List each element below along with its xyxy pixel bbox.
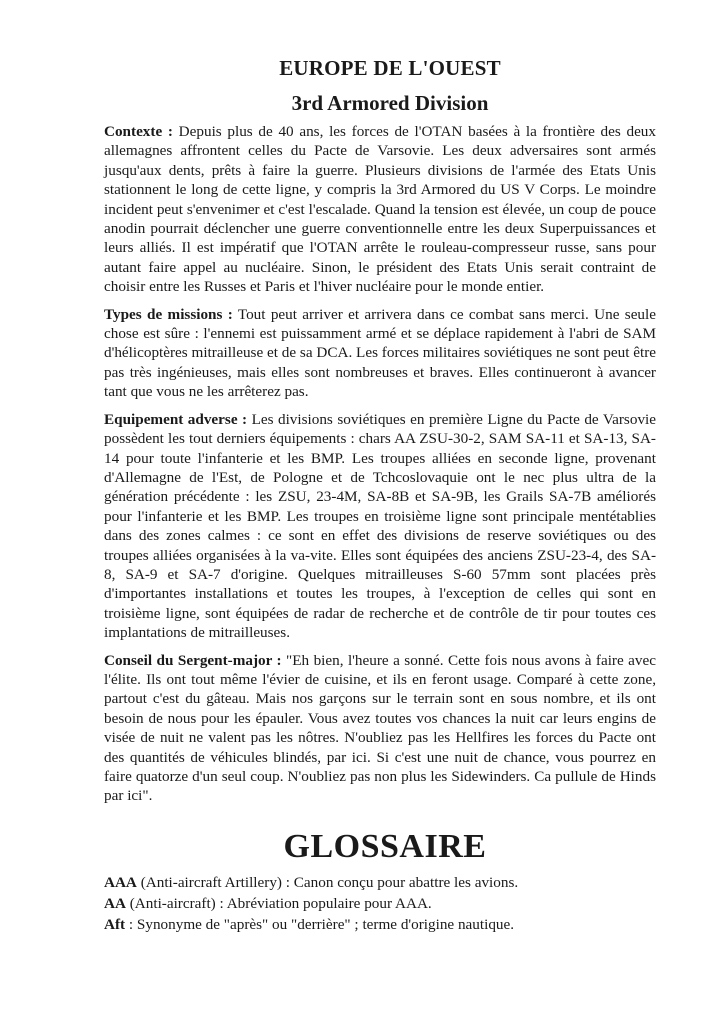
glossary-entry	[104, 872, 656, 893]
region-heading: EUROPE DE L'OUEST	[279, 56, 501, 80]
section-advice	[104, 651, 656, 806]
glossary-entry	[104, 893, 656, 914]
glossary-entry	[104, 914, 656, 935]
section-equipment	[104, 410, 656, 643]
section-text: Depuis plus de 40 ans, les forces de l'OTAN basées à la frontière des deux allemagnes affrontent celles du Pacte de Varsovie. Les deux adversaires sont armés jusqu'aux dents, prêts à faire la guerre. Plusieurs divisions de l'armée des Etats Unis stationnent le long de cette ligne, y compris la 3rd Armored du US V Corps. Le moindre incident peut s'envenimer et c'est l'escalade. Quand la tension est élevée, un coup de pouce anodin pourrait déclencher une guerre conventionnelle entre les deux Superpuissances et leurs alliés. Il est impératif que l'OTAN arrête le rouleau-compresseur russe, sans pour autant faire appel au nucléaire. Sinon, le président des Etats Unis serait contraint de choisir entre les Russes et Paris et l'hiver nucléaire pour le monde entier.	[104, 123, 656, 296]
glossary-definition: (Anti-aircraft Artillery) : Canon conçu pour abattre les avions.	[136, 873, 519, 891]
glossary-title: GLOSSAIRE	[283, 827, 487, 865]
glossary-definition: : Synonyme de "après" ou "derrière" ; terme d'origine nautique.	[125, 915, 515, 933]
section-context	[104, 122, 656, 297]
section-lead: Equipement adverse :	[104, 410, 248, 428]
section-text: Les divisions soviétiques en première Ligne du Pacte de Varsovie possèdent les tout derniers équipements : chars AA ZSU-30-2, SAM SA-11 et SA-13, SA-14 pour toute l'infanterie et les BMP. Les troupes alliées en seconde ligne, provenant d'Allemagne de l'Est, de Pologne et de Tchcoslovaquie ont le nec plus ultra de la génération précédente : les ZSU, 23-4M, SA-8B et SA-9B, les Grails SA-7B améliorés pour l'infanterie et les BMP. Les troupes en troisième ligne sont principale mentétablies dans des zones calmes : ce sont en effet des divisions de reserve soviétiques ou des troupes alliées organisées à la va-vite. Elles sont équipées des anciens ZSU-23-4, des SA-8, SA-9 et SA-7 d'origine. Quelques mitrailleuses S-60 57mm sont placées près d'importantes installations et toutes les troupes, à l'exception de celles qui sont en troisième ligne, sont équipées de radar de recherche et de contrôle de tir pour toutes ces implantations de mitrailleuses.	[104, 410, 656, 642]
section-lead: Contexte :	[104, 123, 173, 140]
glossary-definition: (Anti-aircraft) : Abréviation populaire pour AAA.	[125, 894, 432, 912]
section-text: "Eh bien, l'heure a sonné. Cette fois nous avons à faire avec l'élite. Ils ont tout même l'évier de cuisine, et ils en feront usage. Comparé à cette zone, partout c'est du gâteau. Mais nos garçons sur le terrain sont en sous nombre, et ils ont besoin de nous pour les épauler. Vous avez toutes vos chances la nuit car leurs engins de visée de nuit ne valent pas les nôtres. N'oubliez pas les Hellfires les forces du Pacte ont des quantités de véhicules blindés, par ici. Si c'est une nuit de chance, vous pourrez en faire quatorze d'un seul coup. N'oubliez pas non plus les Sidewinders. Ca pullule de Hinds par ici".	[104, 651, 656, 805]
glossary-term: AA	[104, 894, 126, 912]
document-page	[104, 56, 656, 935]
glossary-term: AAA	[104, 873, 137, 891]
glossary-term: Aft	[104, 915, 126, 933]
section-text: Tout peut arriver et arrivera dans ce combat sans merci. Une seule chose est sûre : l'ennemi est puissamment armé et se déplace rapidement à l'abri de SAM d'hélicoptères mitrailleuse et de sa DCA. Les forces militaires soviétiques ne sont peut être pas très ingénieuses, mais elles sont nombreuses et braves. Elles continueront à avancer tant que vous ne les arrêterez pas.	[104, 305, 656, 401]
section-lead: Types de missions :	[104, 305, 233, 323]
section-missions	[104, 305, 656, 402]
section-lead: Conseil du Sergent-major :	[104, 651, 282, 669]
division-heading: 3rd Armored Division	[291, 91, 489, 115]
